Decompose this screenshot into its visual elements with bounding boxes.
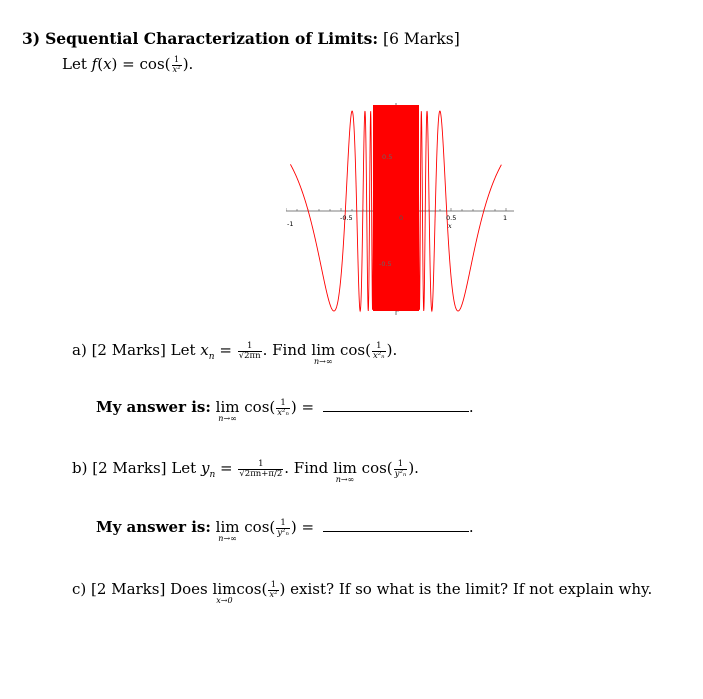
part-c-lim-sub: x→0 [216, 596, 233, 605]
part-b-marks: [2 Marks] [92, 459, 167, 477]
part-c-lim-word: lim [212, 580, 237, 598]
part-a-label: a) [72, 341, 87, 359]
part-b-cos: cos( [361, 459, 393, 477]
part-a-close: ). [386, 341, 398, 359]
x-tick-label-neg1: -1 [287, 220, 294, 228]
equals-cos: = cos( [122, 55, 171, 73]
x-tick-label-1: 1 [503, 214, 508, 222]
part-c-cos: cos( [236, 580, 268, 598]
answer-b-lim-word: lim [215, 518, 240, 536]
answer-a-den: x²ₙ [277, 407, 289, 418]
part-a [72, 341, 398, 366]
part-c-den: x² [269, 589, 278, 600]
part-c-fraction [268, 581, 278, 599]
answer-a-cos: cos( [244, 398, 276, 416]
part-a-frac-num: 1 [238, 342, 262, 352]
function-plot [286, 103, 516, 315]
let-word: Let [62, 55, 87, 73]
question-marks: [6 Marks] [383, 30, 460, 48]
answer-b-num: 1 [276, 519, 290, 529]
part-b-var: y [200, 459, 210, 477]
question-title: Sequential Characterization of Limits: [45, 29, 379, 48]
answer-b-limit [215, 518, 240, 543]
y-tick-label-neg05: -0.5 [379, 260, 392, 268]
origin-label: 0 [399, 214, 404, 222]
part-c-limit [212, 580, 237, 605]
part-b [72, 459, 419, 484]
part-b-frac-den: √2πn+π/2 [239, 468, 283, 479]
answer-a [96, 398, 474, 423]
x-tick-label-05: 0.5 [446, 214, 457, 222]
answer-b-cos: cos( [244, 518, 276, 536]
fraction [172, 56, 182, 74]
answer-b-close: ) = [290, 518, 315, 536]
part-b-limit [333, 459, 357, 484]
question-number: 3) [22, 29, 41, 48]
y-tick-label-05: 0.5 [382, 153, 393, 161]
part-b-close: ). [408, 459, 419, 477]
function-name: f [91, 55, 98, 73]
answer-b-fraction [276, 519, 290, 537]
part-c-label: c) [72, 580, 87, 598]
part-b-cos-num: 1 [394, 460, 408, 470]
part-b-eq: = [220, 459, 233, 477]
part-b-lim-sub: n→∞ [335, 475, 355, 484]
part-b-let: Let [171, 459, 197, 477]
fraction-denominator: x² [172, 64, 181, 75]
answer-a-lim-sub: n→∞ [218, 414, 237, 423]
part-b-fraction [238, 460, 283, 478]
part-c-marks: [2 Marks] [91, 580, 166, 598]
part-a-lim-sub: n→∞ [314, 357, 333, 366]
fraction-numerator: 1 [172, 56, 182, 66]
part-a-eq: = [219, 341, 232, 359]
part-a-cos-fraction [372, 342, 386, 360]
part-a-marks: [2 Marks] [91, 341, 166, 359]
part-a-sub: n [208, 352, 215, 362]
part-b-sub: n [209, 470, 216, 480]
part-b-find: . Find [284, 459, 329, 477]
part-a-frac-den: √2πn [238, 350, 261, 361]
answer-a-label: My answer is: [96, 398, 211, 416]
part-b-cos-den: y²ₙ [394, 468, 407, 479]
function-definition: Let f(x) = cos( $\frac{1}{\text{x²}}$ ). [62, 55, 194, 75]
dense-oscillation-region [373, 105, 419, 311]
part-a-fraction [238, 342, 262, 360]
answer-a-num: 1 [276, 399, 290, 409]
answer-a-close: ) = [290, 398, 315, 416]
part-a-cos-den: x²ₙ [372, 350, 385, 361]
answer-b-lim-sub: n→∞ [218, 534, 237, 543]
part-b-lim-word: lim [333, 459, 357, 477]
answer-a-end: . [468, 398, 474, 416]
answer-a-limit [215, 398, 240, 423]
answer-b-end: . [468, 518, 474, 536]
part-a-limit [311, 341, 336, 366]
part-a-find: . Find [262, 341, 307, 359]
part-b-cos-fraction [394, 460, 408, 478]
part-a-let: Let [170, 341, 196, 359]
part-b-frac-num: 1 [238, 460, 283, 470]
part-a-cos-num: 1 [372, 342, 386, 352]
part-c [72, 580, 653, 605]
x-tick-label-neg05: -0.5 [340, 214, 353, 222]
part-a-lim-word: lim [311, 341, 336, 359]
question-header [22, 29, 460, 48]
part-b-label: b) [72, 459, 88, 477]
part-c-num: 1 [268, 581, 278, 591]
part-c-does: Does [170, 580, 208, 598]
part-a-var: x [200, 341, 209, 359]
x-axis-variable: x [448, 222, 452, 230]
part-a-cos: cos( [340, 341, 371, 359]
answer-a-fraction [276, 399, 290, 417]
answer-b-blank[interactable] [323, 530, 469, 532]
answer-b-label: My answer is: [96, 518, 211, 536]
close-paren: ). [182, 55, 194, 73]
function-variable: x [103, 55, 112, 73]
answer-b-den: y²ₙ [277, 527, 289, 538]
answer-a-lim-word: lim [215, 398, 240, 416]
answer-a-blank[interactable] [323, 410, 469, 412]
answer-b [96, 518, 474, 543]
part-c-question: ) exist? If so what is the limit? If not explain why. [279, 580, 653, 598]
